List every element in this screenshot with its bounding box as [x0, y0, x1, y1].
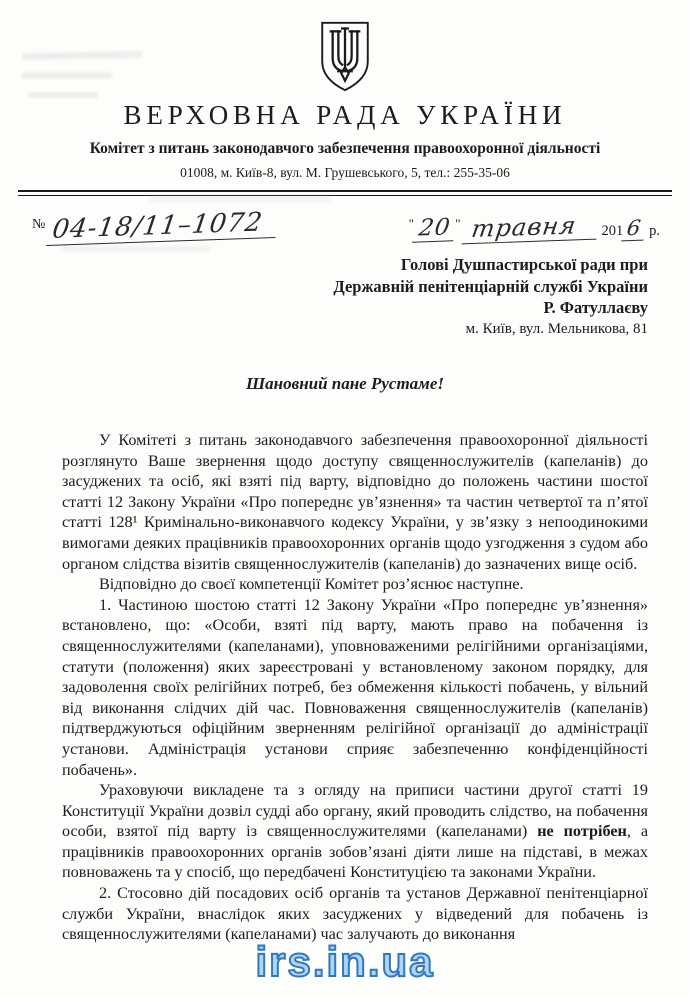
date-year-printed: 201	[601, 223, 624, 239]
date-open-quote: "	[408, 216, 414, 231]
ref-number-handwritten: 04-18/11–1072	[47, 207, 281, 246]
salutation: Шановний пане Рустаме!	[246, 374, 444, 393]
reference-number	[32, 207, 277, 245]
paragraph-5: 2. Стосовно дій посадових осіб органів та установ Державної пенітенціарної служби України, внаслідок яких засуджених у відведений для побачень із священнослужителями (капеланами) час залучають до виконання	[62, 884, 648, 944]
recipient-address: м. Київ, вул. Мельникова, 81	[465, 320, 648, 337]
recipient-line-2: Державній пенітенціарній службі України	[333, 276, 648, 296]
org-name: ВЕРХОВНА РАДА УКРАЇНИ	[123, 100, 567, 130]
paragraph-4-bold-phrase: не потрібен	[537, 822, 627, 841]
scan-artifact	[28, 92, 98, 98]
paragraph-4	[62, 780, 648, 883]
scan-artifact	[60, 245, 210, 252]
date-year-handwritten: 6	[621, 216, 647, 242]
paragraph-4-text: Ураховуючи викладене та з огляду на приписи частини другої статті 19 Конституції України дозвіл судді або органу, який проводить слідство, на побачення особи, взятої під варту із священнослужителями (капеланами)	[62, 781, 648, 841]
letter-body	[62, 430, 648, 945]
watermark-irs-in-ua: irs.in.ua	[255, 938, 435, 985]
reference-date	[409, 213, 660, 242]
paragraph-1: У Комітеті з питань законодавчого забезпечення правоохоронної діяльності розглянуто Ваше звернення щодо доступу священнослужителів (капеланів) до засуджених та осіб, які взяті під варту, відповідно до положень частини шостої статті 12 Закону України «Про попереднє ув’язнення» та частин четвертої та п’ятої статті 128¹ Кримінально-виконавчого кодексу України, у зв’язку з непоодинокими вимогами деяких працівників правоохоронних органів щодо узгодження з судом або органом слідства візитів священнослужителів (капеланів) до зазначених вище осіб.	[62, 431, 648, 573]
paragraph-4-text-cont: , а працівників правоохоронних органів зобов’язані діяти лише на підставі, в межах повноважень та у спосіб, що передбачені Конституцією та законами України.	[62, 822, 648, 882]
date-suffix: р.	[649, 223, 660, 239]
letterhead	[0, 20, 690, 196]
paragraph-3: 1. Частиною шостою статті 12 Закону України «Про попереднє ув’язнення» встановлено, що: «Особи, взяті під варту, мають право на побачення із священнослужителями (капеланами), уповноваженими релігійними організаціями, статути (положення) яких зареєстровані у встановленому законом порядку, для задоволення своїх релігійних потреб, без обмеження кількості побачень, у вільний від виконання слідчих дій час. Повноваження священнослужителів (капеланів) підтверджуються офіційним зверненням релігійної організації до адміністрації установи. Адміністрація установи сприяє забезпеченню конфіденційності побачень».	[62, 595, 648, 779]
date-close-quote: "	[455, 216, 461, 231]
recipient-block	[0, 254, 648, 340]
date-month-handwritten: травня	[462, 211, 601, 245]
date-day-handwritten: 20	[412, 214, 457, 242]
org-address: 01008, м. Київ-8, вул. М. Грушевського, 5, тел.: 255-35-06	[180, 165, 510, 180]
recipient-name: Р. Фатуллаєву	[543, 298, 648, 317]
paragraph-2: Відповідно до своєї компетенції Комітет роз’яснює наступне.	[99, 575, 524, 594]
scan-artifact	[22, 72, 112, 79]
ukraine-trident-emblem	[316, 20, 374, 94]
scan-artifact	[150, 195, 330, 203]
ref-number-sign: №	[32, 217, 46, 232]
reference-row	[0, 196, 690, 245]
committee-name: Комітет з питань законодавчого забезпечення правоохоронної діяльності	[89, 140, 601, 157]
recipient-line-1: Голові Душпастирської ради при	[400, 255, 648, 274]
